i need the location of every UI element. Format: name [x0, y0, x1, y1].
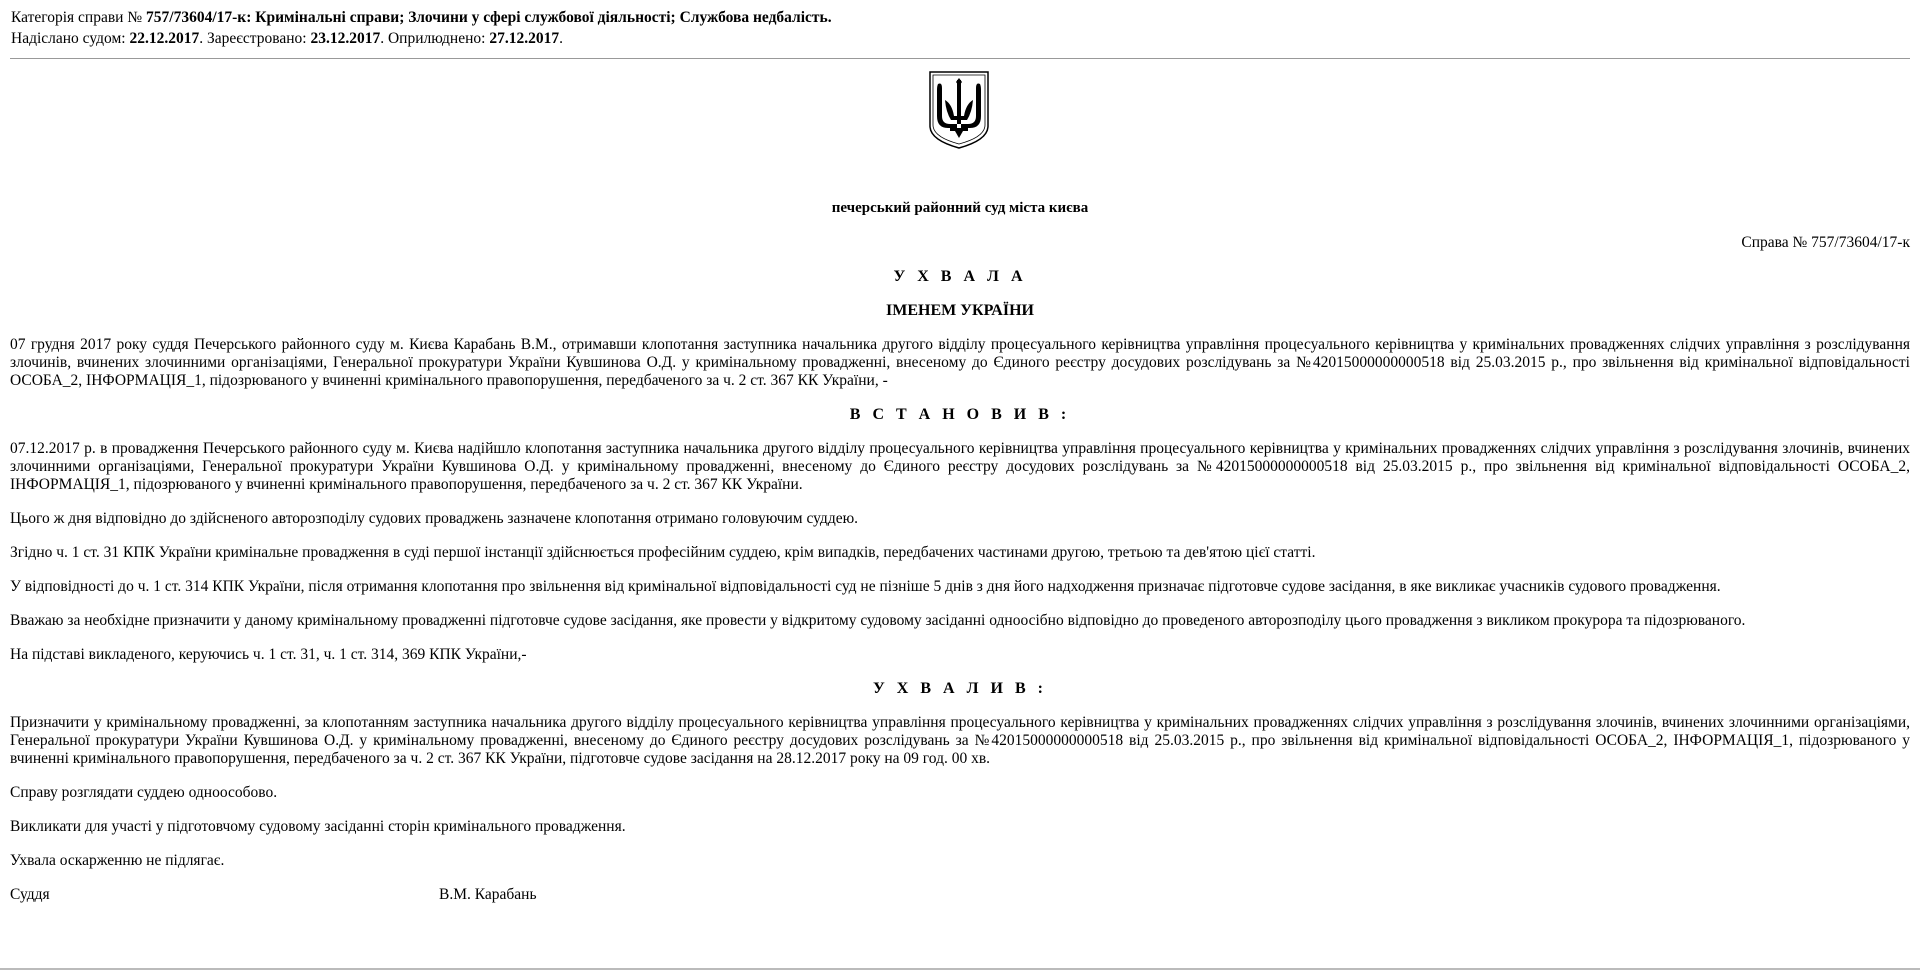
ruled-paragraph: Призначити у кримінальному провадженні, за клопотанням заступника начальника другого відділу процесуального керівництва управління процесуального керівництва у кримінальних провадженнях слідчих управління з розслідування злочинів, вчинених злочинними організаціями, Генеральної прокуратури України Кувшинова О.Д. у кримінальному провадженні, внесеному до Єдиного реєстру досудових розслідувань за №42015000000000518 від 25.03.2015 р., про звільнення від кримінальної відповідальності ОСОБА_2, ІНФОРМАЦІЯ_1, підозрюваного у вчиненні кримінального правопорушення, передбаченого за ч. 2 ст. 367 КК України, підготовче судове засідання на 28.12.2017 року на 09 год. 00 хв. [10, 714, 1910, 768]
established-paragraph: У відповідності до ч. 1 ст. 314 КПК України, після отримання клопотання про звільнення від кримінальної відповідальності суд не пізніше 5 днів з дня його надходження призначає підготовче судове засідання, в яке викликає учасників судового провадження. [10, 578, 1721, 595]
court-name: печерський районний суд міста києва [831, 200, 1089, 216]
header-divider [10, 58, 1910, 59]
established-paragraph: Вважаю за необхідне призначити у даному кримінальному провадженні підготовче судове засідання, яке провести у відкритому судовому засіданні одноосібно відповідно до проведеного авторозподілу цього провадження з викликом прокурора та підозрюваного. [10, 612, 1746, 629]
established-heading: В С Т А Н О В И В : [849, 406, 1071, 423]
document-header [11, 9, 1901, 51]
document-title: У Х В А Л А [893, 268, 1027, 285]
signature-label: Суддя [10, 886, 50, 903]
sent-label: Надіслано судом: [11, 30, 130, 48]
ruled-paragraph: Справу розглядати суддею одноособово. [10, 784, 278, 801]
registered-date: 23.12.2017 [310, 30, 381, 48]
established-paragraph: На підставі викладеного, керуючись ч. 1 ст. 31, ч. 1 ст. 314, 369 КПК України,- [10, 646, 527, 663]
category-label: Категорія справи № [11, 9, 147, 26]
established-paragraph: Цього ж дня відповідно до здійсненого авторозподілу судових проваджень зазначене клопотання отримано головуючим суддею. [10, 510, 859, 527]
registered-label: . Зареєстровано: [199, 30, 311, 48]
established-paragraph: Згідно ч. 1 ст. 31 КПК України кримінальне провадження в суді першої інстанції здійснюється професійним суддею, крім випадків, передбачених частинами другою, третьою та дев'ятою цієї статті. [10, 544, 1316, 561]
category-value: 757/73604/17-к: Кримінальні справи; Злочини у сфері службової діяльності; Службова недбалість. [146, 9, 832, 26]
ruled-paragraph: Викликати для участі у підготовчому судовому засіданні сторін кримінального провадження. [10, 818, 626, 835]
sent-date: 22.12.2017 [129, 30, 200, 48]
page-bottom-border [0, 968, 1920, 970]
dates-line [11, 30, 1901, 48]
document-subtitle: ІМЕНЕМ УКРАЇНИ [886, 302, 1034, 319]
trident-coat-of-arms-icon [928, 70, 990, 150]
established-paragraph: 07.12.2017 р. в провадження Печерського районного суду м. Києва надійшло клопотання заступника начальника другого відділу процесуального керівництва управління процесуального керівництва у кримінальних провадженнях слідчих управління з розслідування злочинів, вчинених злочинними організаціями, Генеральної прокуратури України Кувшинова О.Д. у кримінальному провадженні, внесеному до Єдиного реєстру досудових розслідувань за №42015000000000518 від 25.03.2015 р., про звільнення від кримінальної відповідальності ОСОБА_2, ІНФОРМАЦІЯ_1, підозрюваного у вчиненні кримінального правопорушення, передбаченого за ч. 2 ст. 367 КК України. [10, 440, 1910, 494]
published-label: . Оприлюднено: [380, 30, 490, 48]
category-line [11, 9, 1901, 27]
end-dot: . [559, 30, 563, 48]
published-date: 27.12.2017 [489, 30, 560, 48]
ruled-heading: У Х В А Л И В : [873, 680, 1047, 697]
case-number: Справа № 757/73604/17-к [1741, 234, 1910, 251]
intro-paragraph: 07 грудня 2017 року суддя Печерського районного суду м. Києва Карабань В.М., отримавши клопотання заступника начальника другого відділу процесуального керівництва управління процесуального керівництва у кримінальних провадженнях слідчих управління з розслідування злочинів, вчинених злочинними організаціями, Генеральної прокуратури України Кувшинова О.Д. у кримінальному провадженні, внесеному до Єдиного реєстру досудових розслідувань за №42015000000000518 від 25.03.2015 р., про звільнення від кримінальної відповідальності ОСОБА_2, ІНФОРМАЦІЯ_1, підозрюваного у вчиненні кримінального правопорушення, передбаченого за ч. 2 ст. 367 КК України, - [10, 336, 1910, 390]
ruled-paragraph: Ухвала оскарженню не підлягає. [10, 852, 225, 869]
signature-name: В.М. Карабань [439, 886, 537, 903]
